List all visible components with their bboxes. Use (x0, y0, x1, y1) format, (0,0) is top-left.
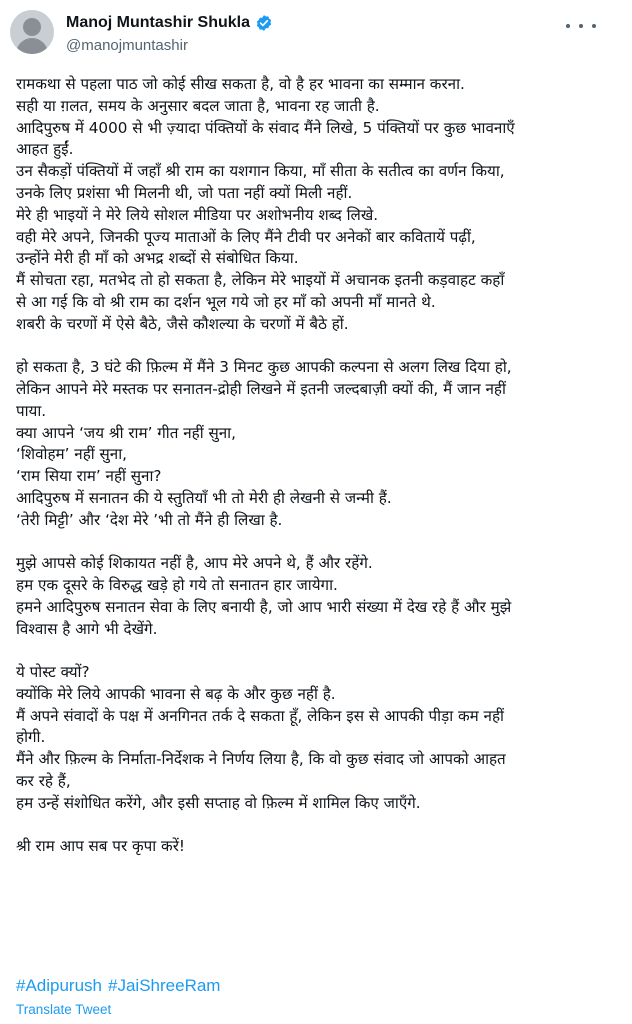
tweet-line: हो सकता है, 3 घंटे की फ़िल्म में मैंने 3 मिनट कुछ आपकी कल्पना से अलग लिख दिया हो, (16, 358, 512, 377)
more-dot (592, 24, 596, 28)
more-dot (566, 24, 570, 28)
tweet-line: हम एक दूसरे के विरुद्ध खड़े हो गये तो सनातन हार जायेगा. (16, 575, 338, 594)
paragraph-break (16, 814, 624, 836)
tweet-line: होगी. (16, 728, 46, 747)
tweet-line: ‘शिवोहम’ नहीं सुना, (16, 445, 127, 464)
tweet-line: आहत हुईं. (16, 140, 74, 159)
hashtag-link[interactable]: #Adipurush (16, 976, 103, 995)
tweet-line: लेकिन आपने मेरे मस्तक पर सनातन-द्रोही लिखने में इतनी जल्दबाज़ी क्यों की, मैं जान नहीं (16, 379, 506, 398)
paragraph-break (16, 336, 624, 358)
tweet-line: रामकथा से पहला पाठ जो कोई सीख सकता है, वो है हर भावना का सम्मान करना. (16, 75, 465, 93)
tweet-line: से आ गई कि वो श्री राम का दर्शन भूल गये जो हर माँ को अपनी माँ मानते थे. (16, 292, 436, 311)
tweet-line: श्री राम आप सब पर कृपा करें! (16, 837, 185, 856)
tweet-line: मैं अपने संवादों के पक्ष में अनगिनत तर्क दे सकता हूँ, लेकिन इस से आपकी पीड़ा कम नहीं (16, 706, 504, 725)
tweet-line: विश्वास है आगे भी देखेंगे. (16, 619, 158, 638)
tweet-line: ‘तेरी मिट्टी’ और ‘देश मेरे ’भी तो मैंने ही लिखा है. (16, 510, 283, 529)
avatar-body-shape (16, 38, 48, 54)
tweet-line: क्या आपने ‘जय श्री राम’ गीत नहीं सुना, (16, 423, 236, 442)
tweet-line: उन सैकड़ों पंक्तियों में जहाँ श्री राम का यशगान किया, माँ सीता के सतीत्व का वर्णन किया, (16, 162, 505, 181)
author-name[interactable]: Manoj Muntashir Shukla (66, 14, 251, 31)
tweet-line: वही मेरे अपने, जिनकी पूज्य माताओं के लिए मैंने टीवी पर अनेकों बार कवितायें पढ़ीं, (16, 227, 476, 246)
tweet-line: शबरी के चरणों में ऐसे बैठे, जैसे कौशल्या के चरणों में बैठे हों. (16, 314, 349, 333)
avatar-head-shape (23, 18, 41, 36)
tweet-line: कर रहे हैं, (16, 771, 71, 790)
verified-badge-icon (255, 14, 273, 32)
hashtags (16, 976, 220, 996)
tweet-line: हमने आदिपुरुष सनातन सेवा के लिए बनायी है, जो आप भारी संख्या में देख रहे हैं और मुझे (16, 597, 512, 616)
tweet-line: मेरे ही भाइयों ने मेरे लिये सोशल मीडिया पर अशोभनीय शब्द लिखे. (16, 205, 379, 224)
tweet-text (16, 74, 624, 858)
tweet-line: ‘राम सिया राम’ नहीं सुना? (16, 467, 162, 486)
more-dot (579, 24, 583, 28)
tweet-line: उन्होंने मेरी ही माँ को अभद्र शब्दों से संबोधित किया. (16, 249, 299, 268)
tweet-line: पाया. (16, 401, 47, 420)
translate-tweet-link[interactable]: Translate Tweet (16, 1002, 112, 1017)
avatar[interactable] (10, 10, 54, 54)
more-options-icon[interactable] (566, 16, 596, 36)
tweet-line: मैंने और फ़िल्म के निर्माता-निर्देशक ने निर्णय लिया है, कि वो कुछ संवाद जो आपको आहत (16, 750, 506, 769)
author-handle[interactable]: @manojmuntashir (66, 37, 188, 54)
tweet-line: उनके लिए प्रशंसा भी मिलनी थी, जो पता नहीं क्यों मिली नहीं. (16, 183, 353, 202)
tweet-line: मैं सोचता रहा, मतभेद तो हो सकता है, लेकिन मेरे भाइयों में अचानक इतनी कड़वाहट कहाँ (16, 271, 505, 290)
author-name-row (66, 14, 273, 32)
paragraph-break (16, 532, 624, 554)
tweet-line: सही या ग़लत, समय के अनुसार बदल जाता है, भावना रह जाती है. (16, 96, 380, 115)
tweet-line: ये पोस्ट क्यों? (16, 662, 90, 681)
tweet-line: आदिपुरुष में 4000 से भी ज़्यादा पंक्तियों के संवाद मैंने लिखे, 5 पंक्तियों पर कुछ भावनाएँ (16, 118, 515, 137)
tweet-line: क्योंकि मेरे लिये आपकी भावना से बढ़ के और कुछ नहीं है. (16, 684, 336, 703)
tweet-line: आदिपुरुष में सनातन की ये स्तुतियाँ भी तो मेरी ही लेखनी से जन्मी हैं. (16, 488, 392, 507)
tweet-line: मुझे आपसे कोई शिकायत नहीं है, आप मेरे अपने थे, हैं और रहेंगे. (16, 554, 373, 573)
hashtag-link[interactable]: #JaiShreeRam (108, 976, 221, 995)
paragraph-break (16, 640, 624, 662)
tweet-header (0, 0, 632, 64)
tweet-line: हम उन्हें संशोधित करेंगे, और इसी सप्ताह वो फ़िल्म में शामिल किए जाएँगे. (16, 793, 421, 812)
